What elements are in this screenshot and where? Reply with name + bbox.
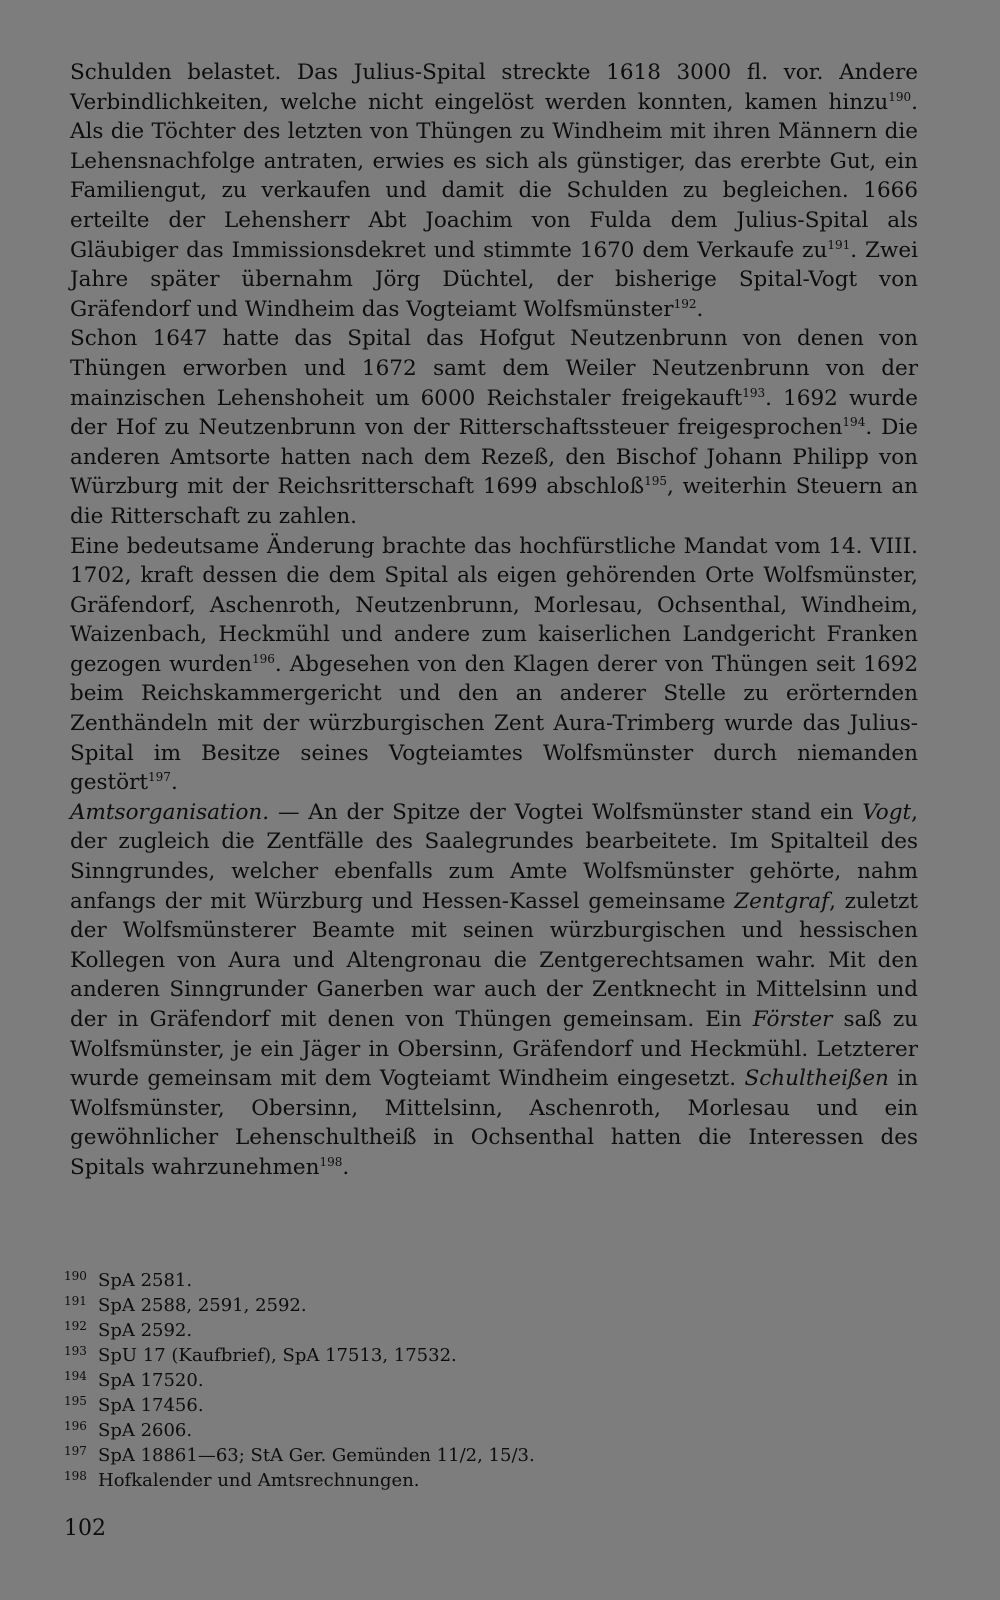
footnote-text: SpA 2581. [98, 1270, 193, 1291]
footnote [64, 1293, 924, 1318]
footnote-ref: 197 [148, 770, 171, 785]
footnote-number: 190 [64, 1269, 87, 1283]
text-run: . [696, 296, 704, 322]
footnote-ref: 198 [319, 1154, 343, 1169]
text-run: in Wolfsmünster, Obersinn, Mittelsinn, Aschenroth, Morlesau und ein gewöhnlicher Lehenschultheiß in Ochsenthal hatten die Interessen des Spitals wahrzunehmen [70, 1066, 918, 1180]
footnotes [64, 1268, 924, 1493]
footnote [64, 1418, 924, 1443]
body-text [70, 58, 918, 1183]
footnote-number: 195 [64, 1394, 87, 1408]
text-run: Schon 1647 hatte das Spital das Hofgut Neutzenbrunn von denen von Thüngen erworben und 1672 samt dem Weiler Neutzenbrunn von der mainzischen Lehenshoheit um 6000 Reichstaler freigekauft [70, 326, 918, 411]
text-run: saß zu Wolfsmünster, je ein Jäger in Obersinn, Gräfendorf und Heckmühl. Letzterer wurde gemeinsam mit dem Vogteiamt Windheim eingesetzt. [70, 1007, 918, 1092]
footnote-number: 193 [64, 1344, 87, 1358]
footnote-number: 196 [64, 1419, 87, 1433]
text-run: Eine bedeutsame Änderung brachte das hochfürstliche Mandat vom 14. VIII. 1702, kraft dessen die dem Spital als eigen gehörenden Orte Wolfsmünster, Gräfendorf, Aschenroth, Neutzenbrunn, Morlesau, Ochsenthal, Windheim, Waizenbach, Heckmühl und andere zum kaiserlichen Landgericht Franken gezogen wurden [70, 533, 918, 677]
text-run: . [342, 1154, 350, 1180]
paragraph [70, 532, 918, 798]
footnote-ref: 194 [842, 414, 866, 429]
footnote-text: Hofkalender und Amtsrechnungen. [98, 1470, 420, 1491]
text-run: , weiterhin Steuern an die Ritterschaft zu zahlen. [70, 474, 918, 529]
footnote [64, 1318, 924, 1343]
footnote [64, 1343, 924, 1368]
text-run: . [170, 770, 178, 796]
footnote [64, 1368, 924, 1393]
footnote-text: SpA 17456. [98, 1395, 204, 1416]
text-run: Schulden belastet. Das Julius-Spital streckte 1618 3000 fl. vor. Andere Verbindlichkeiten, welche nicht eingelöst werden konnten, kamen hinzu [70, 60, 918, 115]
footnote-ref: 190 [888, 89, 912, 104]
footnote-text: SpA 17520. [98, 1370, 204, 1391]
footnote-ref: 196 [251, 651, 275, 666]
footnote-ref: 193 [742, 385, 766, 400]
footnote [64, 1443, 924, 1468]
italic-text: Schultheißen [744, 1066, 889, 1092]
footnote-number: 192 [64, 1319, 87, 1333]
footnote-text: SpA 2588, 2591, 2592. [98, 1295, 307, 1316]
text-run: . Zwei Jahre später übernahm Jörg Düchtel, der bisherige Spital-Vogt von Gräfendorf und Windheim das Vogteiamt Wolfsmünster [70, 237, 918, 322]
text-run: , der zugleich die Zentfälle des Saalegrundes bearbeitete. Im Spitalteil des Sinngrundes, welcher ebenfalls zum Amte Wolfsmünster gehörte, nahm anfangs der mit Würzburg und Hessen-Kassel gemeinsame [70, 799, 918, 914]
footnote-text: SpA 2606. [98, 1420, 193, 1441]
italic-text: Vogt [862, 799, 912, 825]
footnote-ref: 192 [673, 296, 697, 311]
page-number: 102 [64, 1516, 106, 1541]
italic-text: Amtsorganisation. [70, 799, 270, 825]
italic-text: Zentgraf [734, 888, 830, 914]
footnote-number: 197 [64, 1444, 87, 1458]
paragraph [70, 58, 918, 324]
text-run: . Als die Töchter des letzten von Thüngen zu Windheim mit ihren Männern die Lehensnachfolge antraten, erwies es sich als günstiger, das ererbte Gut, ein Familiengut, zu verkaufen und damit die Schulden zu begleichen. 1666 erteilte der Lehensherr Abt Joachim von Fulda dem Julius-Spital als Gläubiger das Immissionsdekret und stimmte 1670 dem Verkaufe zu [70, 89, 918, 263]
footnote-text: SpA 18861—63; StA Ger. Gemünden 11/2, 15/3. [98, 1445, 535, 1466]
paragraph [70, 324, 918, 531]
footnote [64, 1393, 924, 1418]
footnote-text: SpU 17 (Kaufbrief), SpA 17513, 17532. [98, 1345, 457, 1366]
italic-text: Förster [752, 1007, 833, 1032]
text-run: , zuletzt der Wolfsmünsterer Beamte mit seinen würzburgischen und hessischen Kollegen von Aura und Altengronau die Zentgerechtsamen wahr. Mit den anderen Sinngrunder Ganerben war auch der Zentknecht in Mittelsinn und der in Gräfendorf mit denen von Thüngen gemeinsam. Ein [70, 888, 918, 1032]
footnote-ref: 191 [827, 237, 851, 252]
footnote-number: 198 [64, 1469, 87, 1483]
paragraph [70, 798, 918, 1183]
text-run: . 1692 wurde der Hof zu Neutzenbrunn von der Ritterschaftssteuer freigesprochen [70, 385, 918, 441]
footnote-ref: 195 [644, 474, 667, 489]
footnote-number: 191 [64, 1294, 87, 1308]
footnote [64, 1268, 924, 1293]
footnote [64, 1468, 924, 1493]
text-run: . Die anderen Amtsorte hatten nach dem Rezeß, den Bischof Johann Philipp von Würzburg mit der Reichsritterschaft 1699 abschloß [70, 415, 918, 500]
text-run: . Abgesehen von den Klagen derer von Thüngen seit 1692 beim Reichskammergericht und den an anderer Stelle zu erörternden Zenthändeln mit der würzburgischen Zent Aura-Trimberg wurde das Julius-Spital im Besitze seines Vogteiamtes Wolfsmünster durch niemanden gestört [70, 651, 918, 796]
footnote-text: SpA 2592. [98, 1320, 193, 1341]
footnote-number: 194 [64, 1369, 87, 1383]
text-run: — An der Spitze der Vogtei Wolfsmünster stand ein [269, 799, 863, 825]
